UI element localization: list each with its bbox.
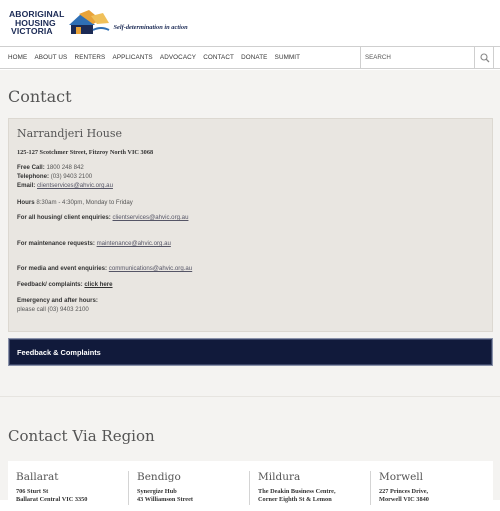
nav-items <box>8 47 307 68</box>
search-box <box>360 47 494 68</box>
region-address-line2: Corner Eighth St & Lemon <box>258 496 332 503</box>
nav-item-advocacy[interactable]: ADVOCACY <box>159 54 197 61</box>
site-header <box>0 0 500 46</box>
region-name: Bendigo <box>137 471 181 483</box>
region-ballarat <box>8 461 129 501</box>
region-list <box>8 461 493 511</box>
main-content <box>0 70 500 396</box>
media-row: For media and event enquiries: communications@ahvic.org.au <box>17 265 193 272</box>
nav-item-contact[interactable]: CONTACT <box>203 54 234 61</box>
region-section <box>0 396 500 503</box>
email-link[interactable]: clientservices@ahvic.org.au <box>37 182 113 189</box>
office-name: Narrandjeri House <box>17 127 123 140</box>
search-button[interactable] <box>474 47 494 68</box>
nav-item-applicants[interactable]: APPLICANTS <box>112 54 153 61</box>
nav-item-home[interactable]: HOME <box>8 54 28 61</box>
telephone-row: Telephone: (03) 9403 2100 <box>17 173 93 180</box>
region-address-line1: Synergize Hub <box>137 488 177 495</box>
region-bendigo <box>129 461 250 501</box>
nav-item-summit[interactable]: SUMMIT <box>274 54 301 61</box>
logo-wordmark: ABORIGINAL HOUSING VICTORIA <box>9 9 65 37</box>
feedback-complaints-bar[interactable] <box>8 338 493 366</box>
search-icon <box>480 53 490 63</box>
nav-item-renters[interactable]: RENTERS <box>74 54 106 61</box>
page-title: Contact <box>8 87 72 106</box>
region-address-line2: Morwell VIC 3840 <box>379 496 429 503</box>
office-card <box>8 118 493 332</box>
search-input[interactable] <box>361 47 474 68</box>
region-section-title: Contact Via Region <box>8 427 155 445</box>
feedback-complaints-label: Feedback & Complaints <box>17 348 101 357</box>
region-name: Morwell <box>379 471 424 483</box>
region-address-line1: 227 Princes Drive, <box>379 488 429 495</box>
maintenance-row: For maintenance requests: maintenance@ahvic.org.au <box>17 240 171 247</box>
media-email-link[interactable]: communications@ahvic.org.au <box>108 265 193 272</box>
emergency-text: please call (03) 9403 2100 <box>17 306 89 313</box>
region-address-line1: 706 Sturt St <box>16 488 49 495</box>
region-name: Ballarat <box>16 471 59 483</box>
emergency-row: Emergency and after hours: <box>17 297 98 304</box>
region-morwell <box>371 461 492 501</box>
region-address-line1: The Deakin Business Centre, <box>258 488 336 495</box>
nav-item-about-us[interactable]: ABOUT US <box>34 54 68 61</box>
free-call-row: Free Call: 1800 248 842 <box>17 164 84 171</box>
region-mildura <box>250 461 371 501</box>
region-address-line2: Ballarat Central VIC 3350 <box>16 496 88 503</box>
hours-row: Hours 8:30am - 4:30pm, Monday to Friday <box>17 199 133 206</box>
main-nav <box>0 46 500 69</box>
office-address: 125-127 Scotchmer Street, Fitzroy North VIC 3068 <box>17 149 154 156</box>
logo-emblem-icon <box>67 10 111 36</box>
region-address-line2: 43 Williamson Street <box>137 496 193 503</box>
housing-email-link[interactable]: clientservices@ahvic.org.au <box>112 214 189 221</box>
logo-tagline: Self-determination in action <box>113 23 188 31</box>
region-name: Mildura <box>258 471 301 483</box>
feedback-click-here-link[interactable]: click here <box>84 281 113 288</box>
maintenance-email-link[interactable]: maintenance@ahvic.org.au <box>96 240 171 247</box>
site-logo[interactable] <box>9 10 188 36</box>
nav-item-donate[interactable]: DONATE <box>241 54 268 61</box>
feedback-row: Feedback/ complaints: click here <box>17 281 113 288</box>
email-row: Email: clientservices@ahvic.org.au <box>17 182 113 189</box>
housing-enquiries-row: For all housing/ client enquiries: clientservices@ahvic.org.au <box>17 214 189 221</box>
